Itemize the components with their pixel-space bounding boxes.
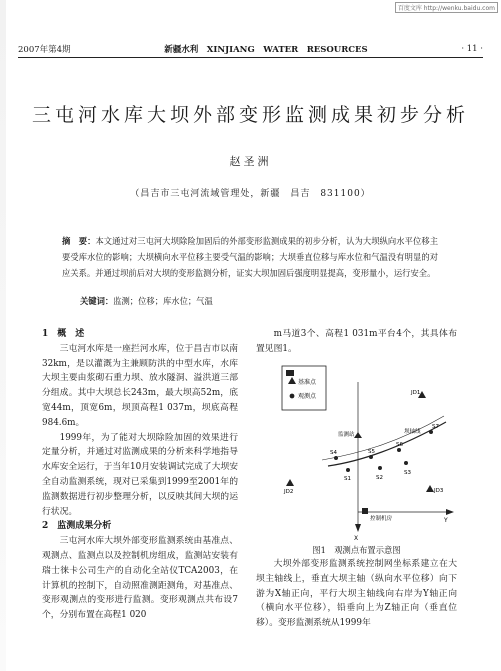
obs-point-s3 <box>404 461 408 465</box>
page-number: · 11 · <box>461 44 483 54</box>
watermark: 百度文库 http://wenku.baidu.com <box>395 2 498 13</box>
obs-point-s3-label: S3 <box>404 470 411 476</box>
control-room-label: 控制机房 <box>370 516 393 522</box>
issue-label: 2007年第4期 <box>18 45 71 55</box>
abstract <box>62 233 438 281</box>
obs-point-s7-label: S7 <box>432 424 439 430</box>
ref-point-jd3-icon <box>426 485 434 492</box>
obs-point-s2-label: S2 <box>376 475 383 481</box>
monitoring-station-label: 监测站 <box>338 432 355 438</box>
keywords-label: 关键词： <box>80 296 114 306</box>
obs-point-s4 <box>334 456 338 460</box>
figure-1-caption: 图1 观测点布置示意图 <box>312 545 401 555</box>
monitoring-station-icon <box>354 432 362 438</box>
ref-point-jd1-label: JD1 <box>411 390 421 396</box>
section-2-paragraph-1: 三屯河水库大坝外部变形监测系统由基准点、观测点、监测点以及控制机房组成，监测站安装有瑞士徕卡公司生产的自动化全站仪TCA2003，在计算机的控制下，自动照准测距测角，对基准点、变形观测点的变形进行监测。变形观测点共布设7个，分别布置在高程1 020 <box>42 536 238 621</box>
abstract-label: 摘 要： <box>62 236 96 246</box>
article-title: 三屯河水库大坝外部变形监测成果初步分析 <box>31 104 469 126</box>
legend-obs-label: 观测点 <box>298 393 317 400</box>
legend-dot-icon <box>290 394 295 399</box>
keywords-text: 监测；位移；库水位；气温 <box>113 296 213 306</box>
right-column-top <box>256 327 457 357</box>
section-1-paragraph-1: 三屯河水库是一座拦河水库，位于昌吉市以南32km，是以灌溉为主兼顾防洪的中型水库，水库大坝主要由浆砌石重力坝、放水隧洞、溢洪道三部分组成。其中大坝总长243m，最大坝高52m，底宽44m，顶宽6m，坝顶高程1 037m，坝底高程984.6m。 <box>42 343 238 428</box>
obs-point-s4-label: S4 <box>330 450 337 456</box>
obs-point-s6-label: S6 <box>396 442 403 448</box>
control-room-icon <box>362 508 368 514</box>
right-column-bottom <box>256 557 457 631</box>
obs-point-s1 <box>346 468 350 472</box>
affiliation: （昌吉市三屯河流域管理处，新疆 昌吉 831100） <box>130 189 371 199</box>
obs-point-s5-label: S5 <box>368 449 375 455</box>
dam-axis-label: 坝轴线 <box>404 429 421 435</box>
section-1-paragraph-2: 1999年，为了能对大坝除险加固的效果进行定量分析，并通过对监测成果的分析来科学地指导水库安全运行，于当年10月安装调试完成了大坝安全自动监测系统，现对已采集到1999至2001年的监测数据进行初步整理分析，以反映其间大坝的运行状况。 <box>42 432 238 517</box>
right-paragraph-top: m马道3个、高程1 031m平台4个，其具体布置见图1。 <box>256 329 457 354</box>
y-axis-label: Y <box>444 517 448 524</box>
obs-point-s1-label: S1 <box>344 476 351 482</box>
dam-crest-line <box>322 416 444 460</box>
header-rule <box>18 57 483 58</box>
section-1-heading: 1 概 述 <box>42 329 85 339</box>
legend-triangle-icon <box>288 377 296 384</box>
ref-point-jd2-icon <box>286 479 294 486</box>
author: 赵圣洲 <box>229 155 272 168</box>
dam-axis-curve <box>328 422 446 466</box>
y-axis-arrow-icon <box>446 509 454 515</box>
keywords <box>80 295 213 307</box>
obs-point-s7 <box>429 430 433 434</box>
x-axis-arrow-icon <box>355 524 361 532</box>
figure-1-layout-diagram <box>276 362 456 540</box>
obs-point-s6 <box>397 448 401 452</box>
section-2-heading: 2 监测成果分析 <box>42 521 112 532</box>
legend-ref-label: 基准点 <box>298 379 317 386</box>
ref-point-jd2-label: JD2 <box>284 489 294 495</box>
left-column <box>42 327 238 623</box>
obs-point-s5 <box>369 455 373 459</box>
journal-name: 新疆水利 XINJIANG WATER RESOURCES <box>164 45 368 55</box>
running-header <box>18 42 483 56</box>
x-axis-label: X <box>354 535 359 540</box>
legend-header-mark <box>286 370 294 376</box>
right-paragraph-bottom: 大坝外部变形监测系统控制网坐标系建立在大坝主轴线上，垂直大坝主轴（纵向水平位移）向下游为X轴正向，平行大坝主轴线向右岸为Y轴正向（横向水平位移），铅垂向上为Z轴正向（垂直位移）。变形监测系统从1999年 <box>256 559 457 629</box>
ref-point-jd3-label: JD3 <box>434 488 444 494</box>
obs-point-s2 <box>378 466 382 470</box>
abstract-text: 本文通过对三屯河大坝除险加固后的外部变形监测成果的初步分析，认为大坝纵向水平位移主要受库水位的影响；大坝横向水平位移主要受气温的影响；大坝垂直位移与库水位和气温没有明显的对应关系。并通过坝前后对大坝的变形监测分析，证实大坝加固后强度明显提高，变形量小，运行安全。 <box>62 236 438 278</box>
